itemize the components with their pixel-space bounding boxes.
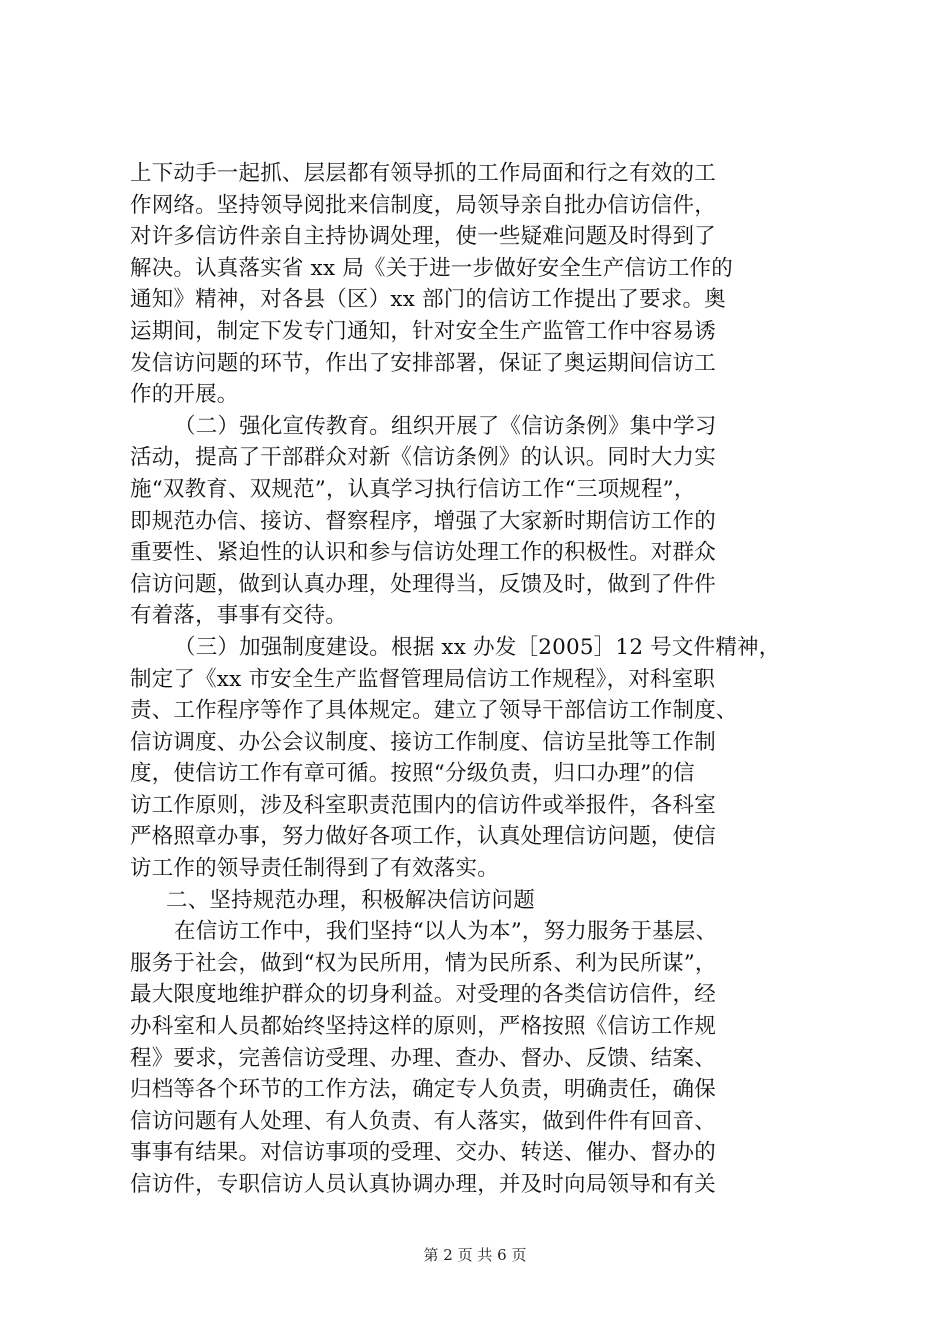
text-line: 运期间，制定下发专门通知，针对安全生产监管工作中容易诱 [130,318,716,344]
text-line: 重要性、紧迫性的认识和参与信访处理工作的积极性。对群众 [130,540,716,566]
text-line: 对许多信访件亲自主持协调处理，使一些疑难问题及时得到了 [130,224,716,250]
text-line: 信访问题，做到认真办理，处理得当，反馈及时，做到了件件 [130,571,716,597]
text-line: 有着落，事事有交待。 [130,603,348,629]
text-line: 度，使信访工作有章可循。按照“分级负责，归口办理”的信 [130,761,695,787]
text-line: 信访调度、办公会议制度、接访工作制度、信访呈批等工作制 [130,729,716,755]
text-line: 作的开展。 [130,382,239,408]
text-line: 发信访问题的环节，作出了安排部署，保证了奥运期间信访工 [130,350,716,376]
text-line: 施“双教育、双规范”，认真学习执行信访工作“三项规程”， [130,476,696,502]
text-line: 责、工作程序等作了具体规定。建立了领导干部信访工作制度、 [130,698,738,724]
text-line: 活动，提高了干部群众对新《信访条例》的认识。同时大力实 [130,445,716,471]
text-line: 最大限度地维护群众的切身利益。对受理的各类信访信件，经 [130,982,716,1008]
text-line: 程》要求，完善信访受理、办理、查办、督办、反馈、结案、 [130,1045,716,1071]
text-line: 严格照章办事，努力做好各项工作，认真处理信访问题，使信 [130,824,716,850]
text-line: 信访问题有人处理、有人负责、有人落实，做到件件有回音、 [130,1108,716,1134]
text-line: 在信访工作中，我们坚持“以人为本”，努力服务于基层、 [174,919,718,945]
section-heading: 二、坚持规范办理，积极解决信访问题 [166,887,535,913]
text-line: 访工作原则，涉及科室职责范围内的信访件或举报件，各科室 [130,792,716,818]
text-line: 访工作的领导责任制得到了有效落实。 [130,856,499,882]
text-line: 服务于社会，做到“权为民所用，情为民所系、利为民所谋”， [130,950,717,976]
body-text [130,158,830,1201]
text-line: 通知》精神，对各县（区）xx 部门的信访工作提出了要求。奥 [130,287,726,313]
text-line: （三）加强制度建设。根据 xx 办发［2005］12 号文件精神， [174,634,781,660]
text-line: 上下动手一起抓、层层都有领导抓的工作局面和行之有效的工 [130,161,716,186]
text-line: 办科室和人员都始终坚持这样的原则，严格按照《信访工作规 [130,1014,716,1040]
page-footer: 第 2 页 共 6 页 [423,1246,527,1264]
text-line: 事事有结果。对信访事项的受理、交办、转送、催办、督办的 [130,1140,716,1166]
text-line: 制定了《xx 市安全生产监督管理局信访工作规程》，对科室职 [130,666,716,692]
text-line: （二）强化宣传教育。组织开展了《信访条例》集中学习 [174,413,717,439]
text-line: 归档等各个环节的工作方法，确定专人负责，明确责任，确保 [130,1077,716,1103]
text-line: 信访件，专职信访人员认真协调办理，并及时向局领导和有关 [130,1172,716,1197]
text-line: 作网络。坚持领导阅批来信制度，局领导亲自批办信访信件， [130,192,716,218]
text-line: 解决。认真落实省 xx 局《关于进一步做好安全生产信访工作的 [130,255,733,281]
text-line: 即规范办信、接访、督察程序，增强了大家新时期信访工作的 [130,508,716,534]
